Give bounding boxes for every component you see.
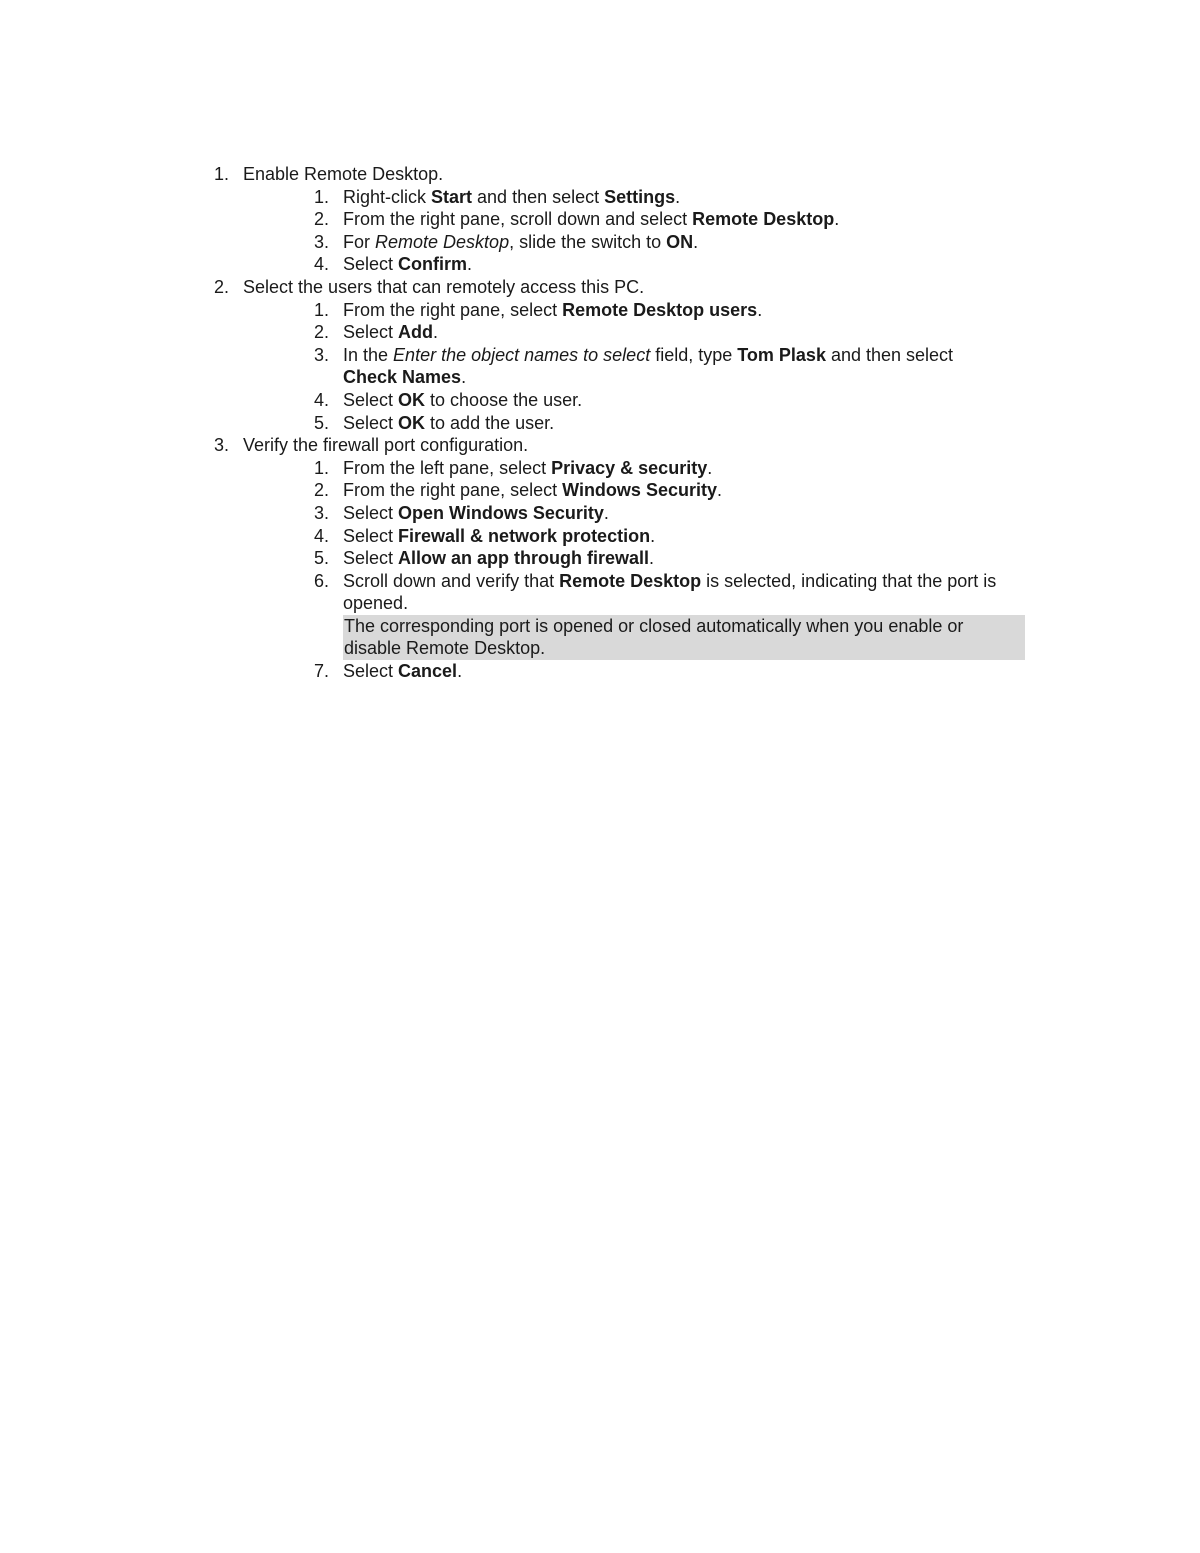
substep-text [343,592,408,615]
substep-text [343,299,762,322]
text-run: . [707,457,713,478]
substep-3-5 [0,547,1200,570]
step-3 [0,434,1200,457]
substep-number: 2. [313,480,329,501]
substep-1-3 [0,231,1200,254]
bold-text: Tom Plask [737,344,826,365]
text-run: Select [343,322,399,343]
italic-text: Enter the object names to select [393,344,651,365]
substep-number: 1. [313,186,329,207]
substep-text [343,502,609,525]
step-text: Verify the firewall port configuration. [243,435,529,456]
substep-text [343,253,472,276]
substep-1-4 [0,253,1200,276]
text-run: Scroll down and verify that [343,570,560,591]
step-2 [0,276,1200,299]
text-run: Select [343,502,399,523]
substep-number: 2. [313,209,329,230]
substep-number: 4. [313,389,329,410]
bold-text: Cancel [398,661,458,682]
text-run: . [433,322,439,343]
text-run: . [716,480,722,501]
bold-text: Add [398,322,434,343]
text-run: , slide the switch to [509,231,667,252]
substep-text [343,570,996,593]
text-run: Select [343,548,399,569]
substep-3-7 [0,660,1200,683]
note-wrapper [0,615,1200,660]
text-run: . [457,661,463,682]
text-run: From the right pane, select [343,299,563,320]
substep-text [343,344,953,367]
text-run: . [649,548,655,569]
substep-text [343,660,462,683]
text-run: . [603,502,609,523]
substep-text [343,186,680,209]
bold-text: Remote Desktop users [562,299,758,320]
substep-text [343,479,722,502]
substep-number: 3. [313,502,329,523]
bold-text: Start [431,186,473,207]
text-run: Select [343,412,399,433]
text-run: . [693,231,699,252]
text-run: In the [343,344,394,365]
text-run: Select [343,254,399,275]
text-run: From the right pane, select [343,480,563,501]
text-run: to choose the user. [425,389,583,410]
bold-text: Allow an app through firewall [398,548,650,569]
text-run: From the left pane, select [343,457,552,478]
substep-1-1 [0,186,1200,209]
text-run: . [834,209,840,230]
bold-text: Firewall & network protection [398,525,651,546]
substep-3-1 [0,457,1200,480]
substep-number: 1. [313,299,329,320]
note-line: The corresponding port is opened or closed automatically when you enable or [344,615,964,636]
substep-text [343,547,654,570]
substep-number: 1. [313,457,329,478]
note-line: disable Remote Desktop. [344,638,546,659]
substep-2-1 [0,299,1200,322]
bold-text: Remote Desktop [559,570,702,591]
substep-number: 4. [313,254,329,275]
substep-3-6 [0,570,1200,593]
text-run: . [757,299,763,320]
italic-text: Remote Desktop [375,231,510,252]
bold-text: Open Windows Security [398,502,604,523]
substep-text [343,231,698,254]
substep-2-3 [0,344,1200,367]
text-run: . [675,186,681,207]
substep-text [343,208,839,231]
substep-1-2 [0,208,1200,231]
instruction-list [0,163,1200,683]
bold-text: Windows Security [562,480,717,501]
substep-text [343,457,712,480]
text-run: Right-click [343,186,432,207]
step-number: 3. [213,435,229,456]
step-number: 1. [213,164,229,184]
text-run: From the right pane, scroll down and select [343,209,693,230]
substep-3-3 [0,502,1200,525]
text-run: Select [343,525,399,546]
substep-number: 3. [313,231,329,252]
text-run: Select [343,389,399,410]
substep-number: 6. [313,570,329,591]
substep-continuation [0,592,1200,615]
text-run: is selected, indicating that the port is [701,570,997,591]
step-text: Select the users that can remotely access this PC. [243,276,645,297]
substep-number: 5. [313,548,329,569]
substep-number: 7. [313,661,329,682]
substep-2-5 [0,412,1200,435]
substep-number: 3. [313,344,329,365]
text-run: Select [343,661,399,682]
text-run: . [650,525,656,546]
text-run: and then select [825,344,954,365]
bold-text: OK [398,412,426,433]
text-run: . [467,254,473,275]
step-number: 2. [213,276,229,297]
bold-text: Remote Desktop [692,209,835,230]
substep-text [343,412,554,435]
substep-text [343,525,655,548]
text-run: . [461,367,467,388]
bold-text: Check Names [343,367,462,388]
bold-text: Settings [604,186,676,207]
substep-text [343,366,466,389]
text-run: For [343,231,376,252]
text-run: to add the user. [425,412,555,433]
substep-continuation [0,366,1200,389]
bold-text: OK [398,389,426,410]
highlighted-note [343,615,1025,660]
text-run: and then select [472,186,605,207]
bold-text: Confirm [398,254,468,275]
step-text: Enable Remote Desktop. [243,164,444,184]
bold-text: ON [666,231,694,252]
substep-2-2 [0,321,1200,344]
bold-text: Privacy & security [551,457,708,478]
substep-3-4 [0,525,1200,548]
step-1 [0,163,1200,186]
text-run: opened. [343,593,409,614]
substep-3-2 [0,479,1200,502]
substep-number: 5. [313,412,329,433]
substep-text [343,321,438,344]
substep-2-4 [0,389,1200,412]
substep-number: 4. [313,525,329,546]
text-run: field, type [650,344,738,365]
substep-number: 2. [313,322,329,343]
substep-text [343,389,582,412]
